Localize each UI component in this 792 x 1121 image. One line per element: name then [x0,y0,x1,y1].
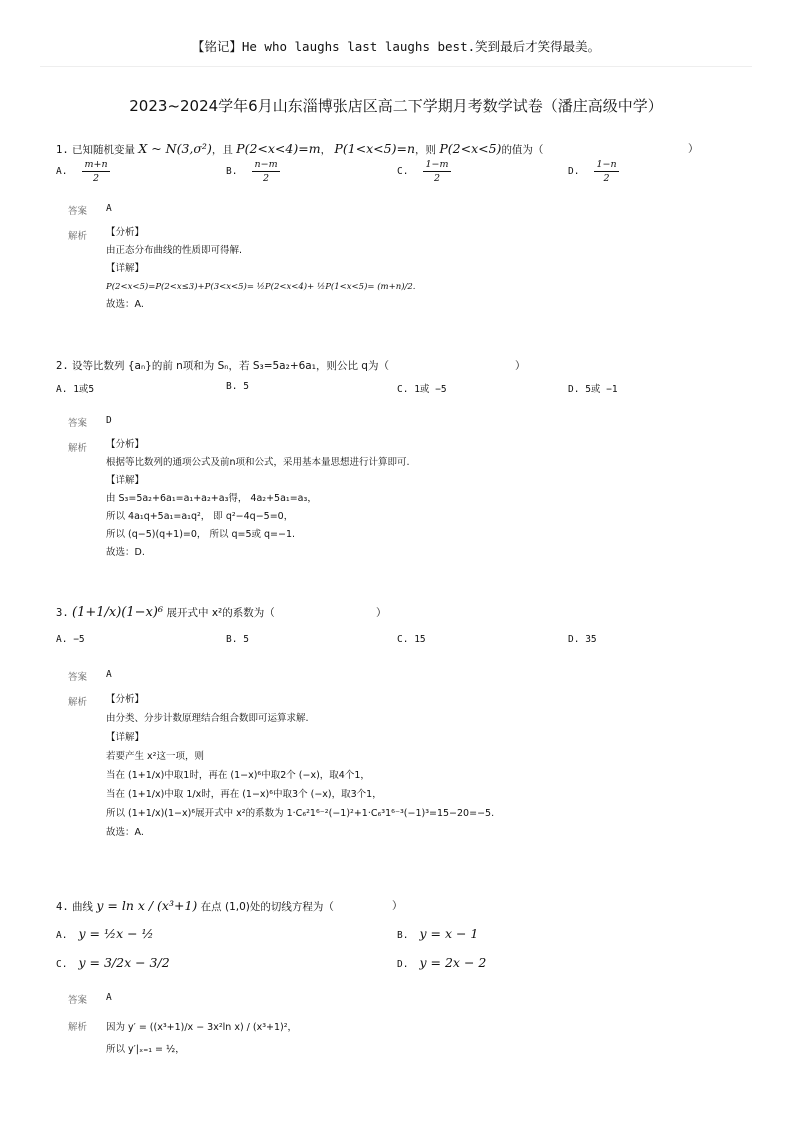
answer-value: A [106,992,112,1003]
answer-label: 答案 [68,995,88,1006]
option-a: A. y = ½x − ½ [56,926,154,941]
option-d: D. y = 2x − 2 [397,955,487,970]
option-c: C. y = 3/2x − 3/2 [56,955,170,970]
option-d: D. $\frac{1-n}{2}$ [568,159,617,184]
motto-line: 【铭记】He who laughs last laughs best.笑到最后才笑得最美。 [191,39,601,54]
question-1-stem: 1. 已知随机变量 X ~ N(3,σ²)，且 P(2<x<4)=m， P(1<x<5)=n，则 P(2<x<5)的值为（ [56,141,544,156]
analysis-label: 解析 [68,231,88,242]
option-a: A. −5 [56,634,85,645]
option-c: C. 1或 −5 [397,384,447,395]
answer-value: D [106,415,112,426]
answer-label: 答案 [68,206,88,217]
option-b: B. y = x − 1 [397,926,479,941]
answer-value: A [106,669,112,680]
analysis-label: 解析 [68,1022,88,1033]
option-b: B. $\frac{n-m}{2}$ [226,159,278,184]
option-c: C. 15 [397,634,426,645]
option-b: B. 5 [226,381,249,392]
answer-paren: ） [392,900,403,912]
solution-2: 【分析】 根据等比数列的通项公式及前n项和公式，采用基本量思想进行计算即可. 【详解】 由 S₃=5a₂+6a₁=a₁+a₂+a₃得， 4a₂+5a₁=a₃， 所以 4a₁q+5a₁=a₁q²， 即 q²−4q−5=0， 所以 (q−5)(q+1)=0， 所以 q=5或 q=−1. 故选：D. [106,439,410,558]
question-3-stem: 3. (1+1/x)(1−x)⁶ 展开式中 x²的系数为（ [56,605,275,620]
answer-paren: ） [515,360,526,372]
solution-3: 【分析】 由分类、分步计数原理结合组合数即可运算求解. 【详解】 若要产生 x²这一项，则 当在 (1+1/x)中取1时，再在 (1−x)⁶中取2个 (−x)，取4个1， 当在 (1+1/x)中取 1/x时，再在 (1−x)⁶中取3个 (−x)，取3个1， 所以 (1+1/x)(1−x)⁶展开式中 x²的系数为 1·C₆²1⁶⁻²(−1)²+1·C₆³1⁶⁻³(−1)³=15−20=−5. 故选：A. [106,694,495,838]
answer-label: 答案 [68,418,88,429]
analysis-label: 解析 [68,697,88,708]
option-a: A. $\frac{m+n}{2}$ [56,159,108,184]
header-divider [40,66,752,67]
question-4-stem: 4. 曲线 y = ln x / (x³+1) 在点 (1,0)处的切线方程为（ [56,898,334,913]
solution-1: 【分析】 由正态分布曲线的性质即可得解. 【详解】 P(2<x<5)=P(2<x≤3)+P(3<x<5)= ½P(2<x<4)+ ½P(1<x<5)= (m+n)/2. 故选：A. [106,227,416,310]
answer-label: 答案 [68,672,88,683]
question-2-stem: 2. 设等比数列 {aₙ}的前 n项和为 Sₙ，若 S₃=5a₂+6a₁，则公比 q为（ [56,360,389,372]
option-a: A. 1或5 [56,384,95,395]
page-title: 2023~2024学年6月山东淄博张店区高二下学期月考数学试卷（潘庄高级中学） [129,97,663,115]
solution-4: 因为 y′ = ((x³+1)/x − 3x²ln x) / (x³+1)²， 所以 y′|ₓ₌₁ = ½， [106,1022,298,1055]
option-b: B. 5 [226,634,249,645]
answer-paren: ） [376,607,387,619]
option-d: D. 35 [568,634,597,645]
analysis-label: 解析 [68,443,88,454]
option-c: C. $\frac{1-m}{2}$ [397,159,449,184]
option-d: D. 5或 −1 [568,384,618,395]
answer-paren: ） [688,143,699,155]
answer-value: A [106,203,112,214]
